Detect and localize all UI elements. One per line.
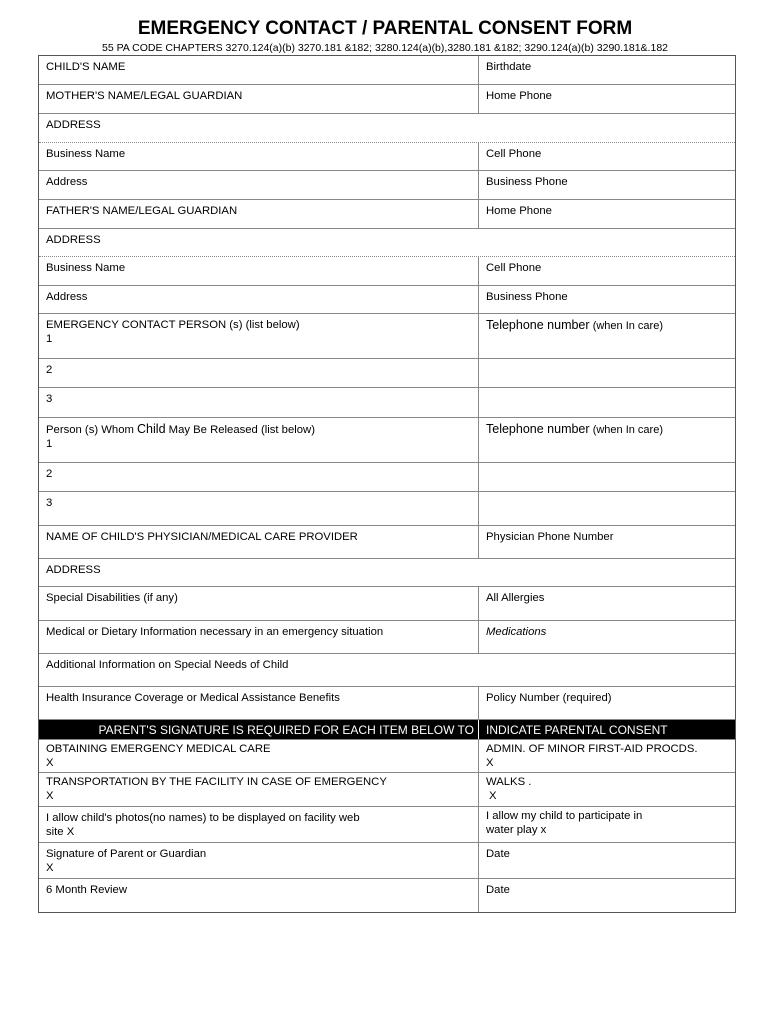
row-insurance [39,687,735,720]
emergency-phone-3-field[interactable] [479,388,735,417]
emergency-phone-1-field[interactable] [479,314,735,358]
insurance-label: Health Insurance Coverage or Medical Assistance Benefits [46,692,340,704]
additional-info-field[interactable] [39,654,735,686]
emergency-phone-2-field[interactable] [479,359,735,387]
row-signature [39,843,735,879]
row-emergency-3 [39,388,735,418]
transport-label: TRANSPORTATION BY THE FACILITY IN CASE OF EMERGENCY [46,776,387,788]
father-home-phone-label: Home Phone [486,205,552,217]
review-field[interactable] [39,879,479,912]
policy-number-field[interactable] [479,687,735,719]
form-subtitle: 55 PA CODE CHAPTERS 3270.124(a)(b) 3270.181 &182; 3280.124(a)(b),3280.181 &182; 3290.124(a)(b) 3290.181&.182 [101,42,668,54]
physician-name-field[interactable] [39,526,479,558]
consent-banner-left: PARENT'S SIGNATURE IS REQUIRED FOR EACH ITEM BELOW TO [39,720,479,739]
row-father-address [39,229,735,257]
water-play-consent-field[interactable] [479,807,735,842]
emergency-care-x: X [46,757,54,769]
emergency-number-1: 1 [46,333,53,345]
mother-home-phone-field[interactable] [479,85,735,113]
additional-info-label: Additional Information on Special Needs of Child [46,659,289,671]
row-father-business-address [39,286,735,314]
water-play-line2: water play x [486,824,547,836]
child-name-field[interactable] [39,56,479,84]
release-phone-2-field[interactable] [479,463,735,491]
policy-number-label: Policy Number (required) [486,692,612,704]
row-consent-transport [39,773,735,807]
review-date-label: Date [486,884,510,896]
row-mother-business-address [39,171,735,200]
medications-field[interactable] [479,621,735,653]
dietary-label: Medical or Dietary Information necessary in an emergency situation [46,626,384,638]
mother-address-label: ADDRESS [46,119,101,131]
father-address-label: ADDRESS [46,234,101,246]
emergency-care-label: OBTAINING EMERGENCY MEDICAL CARE [46,743,271,755]
disabilities-label: Special Disabilities (if any) [46,592,178,604]
child-name-label: CHILD'S NAME [46,61,126,73]
release-number-2: 2 [46,468,53,480]
signature-field[interactable] [39,843,479,878]
emergency-contact-2-field[interactable] [39,359,479,387]
father-home-phone-field[interactable] [479,200,735,228]
release-number-3: 3 [46,497,53,509]
row-consent-medical [39,740,735,773]
walks-label: WALKS . [486,776,532,788]
emergency-number-3: 3 [46,393,53,405]
emergency-heading: EMERGENCY CONTACT PERSON (s) (list below) [46,319,300,331]
mother-business-phone-label: Business Phone [486,176,568,188]
father-cell-phone-field[interactable] [479,257,735,285]
father-business-address-field[interactable] [39,286,479,313]
mother-name-label: MOTHER'S NAME/LEGAL GUARDIAN [46,90,243,102]
release-person-2-field[interactable] [39,463,479,491]
first-aid-label: ADMIN. OF MINOR FIRST-AID PROCDS. [486,743,698,755]
walks-x: X [489,790,497,802]
allergies-field[interactable] [479,587,735,620]
father-name-label: FATHER'S NAME/LEGAL GUARDIAN [46,205,238,217]
mother-business-name-field[interactable] [39,143,479,170]
row-mother [39,85,735,114]
father-name-field[interactable] [39,200,479,228]
first-aid-x: X [486,757,494,769]
first-aid-consent-field[interactable] [479,740,735,772]
mother-cell-phone-label: Cell Phone [486,148,542,160]
row-additional [39,654,735,687]
release-phone-note: (when In care) [592,424,663,436]
father-business-phone-label: Business Phone [486,291,568,303]
transport-consent-field[interactable] [39,773,479,806]
row-consent-photos [39,807,735,843]
mother-business-phone-field[interactable] [479,171,735,199]
father-address-field[interactable] [39,229,735,256]
form-table [38,55,736,913]
birthdate-field[interactable] [479,56,735,84]
consent-banner-right: INDICATE PARENTAL CONSENT [486,723,668,737]
row-release-1 [39,418,735,463]
physician-address-field[interactable] [39,559,735,586]
row-release-3 [39,492,735,526]
row-disabilities [39,587,735,621]
signature-x: X [46,862,54,874]
review-date-field[interactable] [479,879,735,912]
row-father-business [39,257,735,286]
water-play-line1: I allow my child to participate in [486,810,643,822]
mother-business-name-label: Business Name [46,148,126,160]
signature-date-label: Date [486,848,510,860]
release-person-3-field[interactable] [39,492,479,525]
release-number-1: 1 [46,438,53,450]
row-emergency-2 [39,359,735,388]
dietary-field[interactable] [39,621,479,653]
emergency-phone-label: Telephone number [486,318,590,332]
release-phone-3-field[interactable] [479,492,735,525]
release-phone-1-field[interactable] [479,418,735,462]
mother-cell-phone-field[interactable] [479,143,735,170]
father-business-name-label: Business Name [46,262,126,274]
birthdate-label: Birthdate [486,61,532,73]
father-business-phone-field[interactable] [479,286,735,313]
form-title: EMERGENCY CONTACT / PARENTAL CONSENT FORM [137,18,633,39]
photos-label-line1: I allow child's photos(no names) to be displayed on facility web [46,812,360,824]
transport-x: X [46,790,54,802]
allergies-label: All Allergies [486,592,545,604]
emergency-contact-3-field[interactable] [39,388,479,417]
mother-business-address-field[interactable] [39,171,479,199]
row-child [39,56,735,85]
release-heading: Person (s) Whom Child May Be Released (list below) [46,422,315,436]
father-business-address-label: Address [46,291,88,303]
insurance-field[interactable] [39,687,479,719]
mother-name-field[interactable] [39,85,479,113]
row-physician-address [39,559,735,587]
row-dietary [39,621,735,654]
row-release-2 [39,463,735,492]
emergency-number-2: 2 [46,364,53,376]
emergency-phone-note: (when In care) [592,320,663,332]
review-label: 6 Month Review [46,884,127,896]
mother-home-phone-label: Home Phone [486,90,552,102]
physician-name-label: NAME OF CHILD'S PHYSICIAN/MEDICAL CARE PROVIDER [46,531,358,543]
row-mother-business [39,143,735,171]
disabilities-field[interactable] [39,587,479,620]
photos-consent-field[interactable] [39,807,479,842]
consent-banner [39,720,735,740]
row-father [39,200,735,229]
signature-date-field[interactable] [479,843,735,878]
row-mother-address [39,114,735,143]
signature-label: Signature of Parent or Guardian [46,848,207,860]
walks-consent-field[interactable] [479,773,735,806]
row-physician [39,526,735,559]
row-emergency-1 [39,314,735,359]
physician-address-label: ADDRESS [46,564,101,576]
row-review [39,879,735,912]
father-cell-phone-label: Cell Phone [486,262,542,274]
release-phone-label: Telephone number [486,422,590,436]
mother-address-field[interactable] [39,114,735,142]
physician-phone-label: Physician Phone Number [486,531,614,543]
release-person-1-field[interactable] [39,418,479,462]
photos-label-line2: site X [46,826,75,838]
emergency-care-consent-field[interactable] [39,740,479,772]
physician-phone-field[interactable] [479,526,735,558]
mother-business-address-label: Address [46,176,88,188]
medications-label: Medications [486,626,547,638]
father-business-name-field[interactable] [39,257,479,285]
emergency-contact-1-field[interactable] [39,314,479,358]
